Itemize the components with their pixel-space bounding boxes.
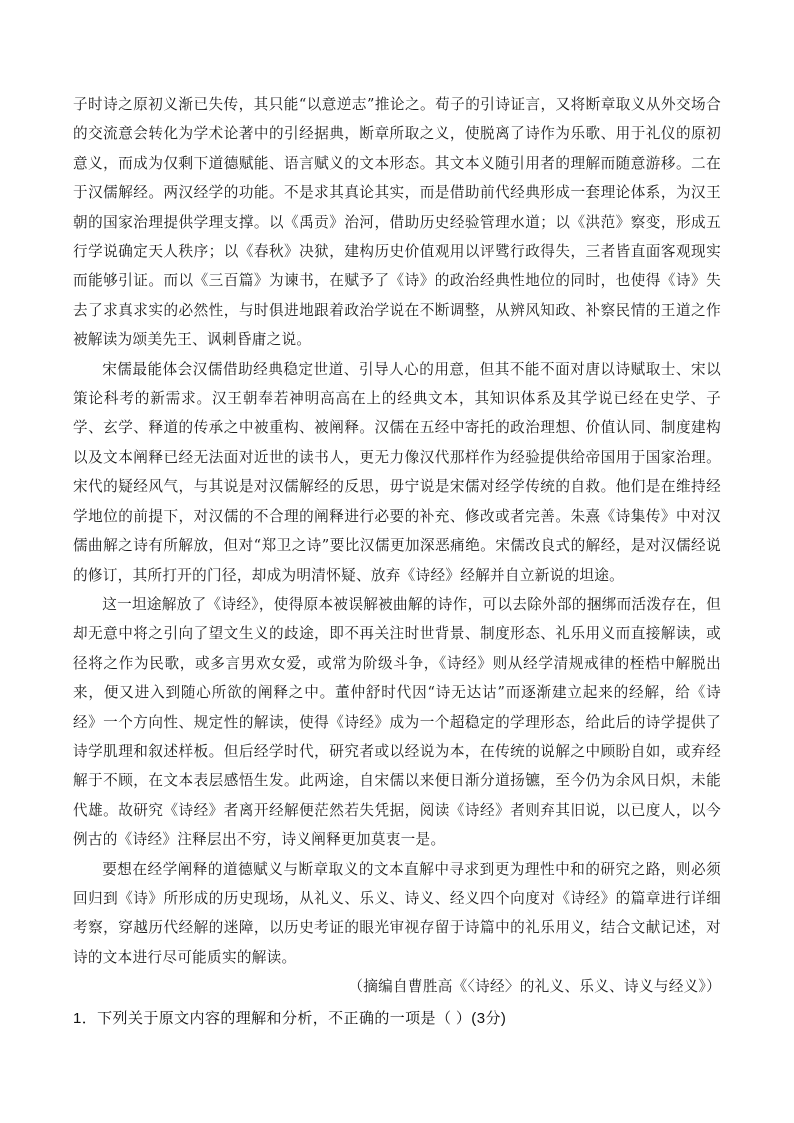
article-paragraph-1: 子时诗之原初义渐已失传，其只能“以意逆志”推论之。荀子的引诗证言，又将断章取义从外交场合的交流意会转化为学术论著中的引经据典，断章所取之义，使脱离了诗作为乐歌、用于礼仪的原初意义，而成为仅剩下道德赋能、语言赋义的文本形态。其文本义随引用者的理解而随意游移。二在于汉儒解经。两汉经学的功能。不是求其真论其实，而是借助前代经典形成一套理论体系，为汉王朝的国家治理提供学理支撑。以《禹贡》治河，借助历史经验管理水道；以《洪范》察变，形成五行学说确定天人秩序；以《春秋》决狱，建构历史价值观用以评骘行政得失，三者皆直面客观现实而能够引证。而以《三百篇》为谏书，在赋予了《诗》的政治经典性地位的同时，也使得《诗》失去了求真求实的必然性，与时俱进地跟着政治学说在不断调整，从辨风知政、补察民情的王道之作被解读为颂美先王、讽刺昏庸之说。 <box>73 96 721 349</box>
article-paragraph-4: 要想在经学阐释的道德赋义与断章取义的文本直解中寻求到更为理性中和的研究之路，则必须回归到《诗》所形成的历史现场，从礼义、乐义、诗义、经义四个向度对《诗经》的篇章进行详细考察，穿越历代经解的迷障，以历史考证的眼光审视存留于诗篇中的礼乐用义，结合文献记述，对诗的文本进行尽可能质实的解读。 <box>73 860 721 966</box>
article-paragraph-3: 这一坦途解放了《诗经》，使得原本被误解被曲解的诗作，可以去除外部的捆绑而活泼存在，但却无意中将之引向了望文生义的歧途，即不再关注时世背景、制度形态、礼乐用义而直接解读，或径将之作为民歌，或多言男欢女爱，或常为阶级斗争，《诗经》则从经学清规戒律的桎梏中解脱出来，便又进入到随心所欲的阐释之中。董仲舒时代因“诗无达诂”而逐渐建立起来的经解，给《诗经》一个方向性、规定性的解读，使得《诗经》成为一个超稳定的学理形态，给此后的诗学提供了诗学肌理和叙述样板。但后经学时代，研究者或以经说为本，在传统的说解之中顾盼自如，或弃经解于不顾，在文本表层感悟生发。此两途，自宋儒以来便日渐分道扬镳，至今仍为余风日炽，未能代雄。故研究《诗经》者离开经解便茫然若失凭据，阅读《诗经》者则弃其旧说，以已度人，以今例古的《诗经》注释层出不穷，诗义阐释更加莫衷一是。 <box>73 595 721 849</box>
article-source: （摘编自曹胜高《〈诗经〉的礼义、乐义、诗义与经义》） <box>348 978 721 996</box>
article-paragraph-2: 宋儒最能体会汉儒借助经典稳定世道、引导人心的用意，但其不能不面对唐以诗赋取士、宋以策论科考的新需求。汉王朝奉若神明高高在上的经典文本，其知识体系及其学说已经在史学、子学、玄学、释道的传承之中被重构、被阐释。汉儒在五经中寄托的政治理想、价值认同、制度建构以及文本阐释已经无法面对近世的读书人，更无力像汉代那样作为经验提供给帝国用于国家治理。宋代的疑经风气，与其说是对汉儒解经的反思，毋宁说是宋儒对经学传统的自救。他们是在维持经学地位的前提下，对汉儒的不合理的阐释进行必要的补充、修改或者完善。朱熹《诗集传》中对汉儒曲解之诗有所解放，但对“郑卫之诗”要比汉儒更加深恶痛绝。宋儒改良式的解经，是对汉儒经说的修订，其所打开的门径，却成为明清怀疑、放弃《诗经》经解并自立新说的坦途。 <box>73 360 721 584</box>
document-page <box>73 90 721 1033</box>
question-1-stem: 1．下列关于原文内容的理解和分析，不正确的一项是（ ）(3分) <box>73 1009 507 1027</box>
